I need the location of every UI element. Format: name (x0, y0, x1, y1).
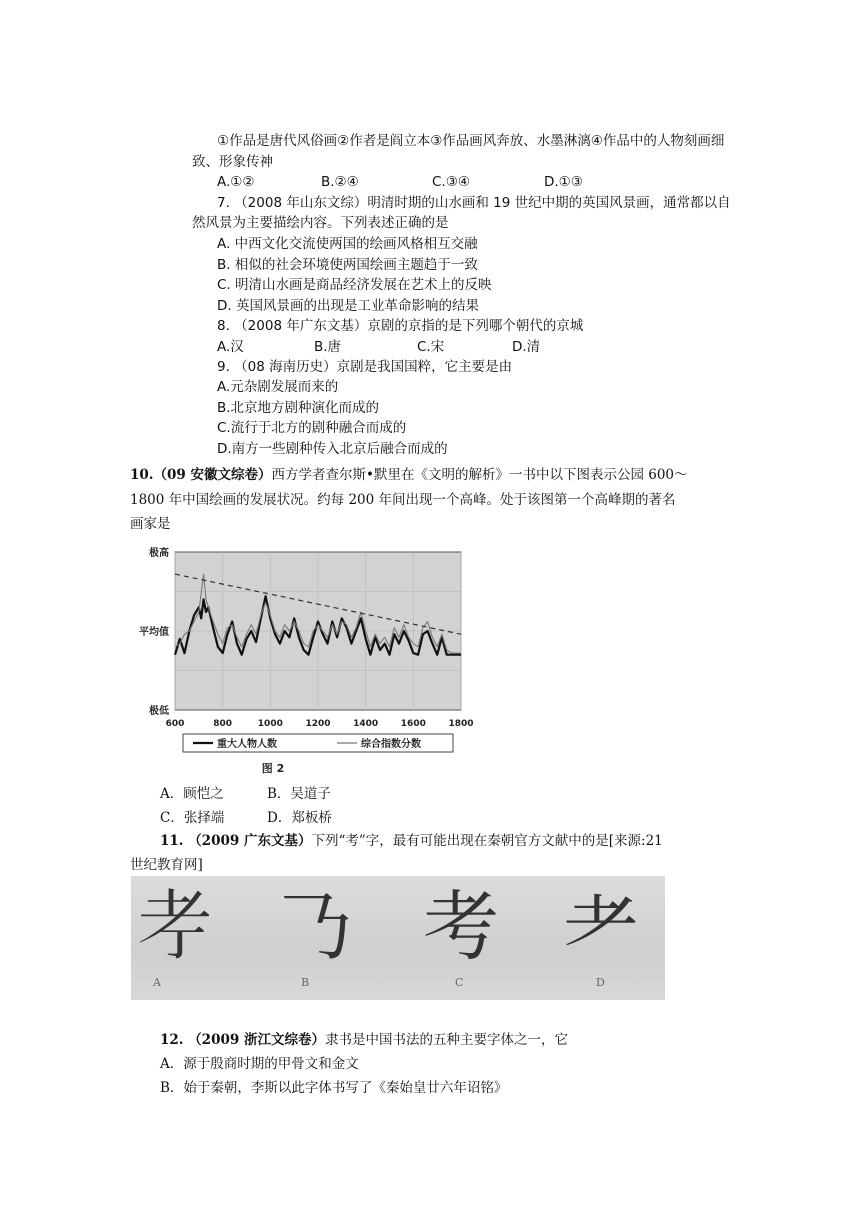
y-tick-label-2: 极低 (149, 706, 169, 717)
q7-option-c: C. 明清山水画是商品经济发展在艺术上的反映 (217, 277, 492, 293)
glyph-d: 耂 (563, 882, 639, 971)
q10-option-c: C．张择端 (160, 810, 225, 826)
x-tick-label-2: 1000 (257, 719, 283, 729)
q8-stem: 8. （2008 年广东文基）京剧的京指的是下列哪个朝代的京城 (217, 318, 584, 334)
q8-options (217, 337, 557, 357)
q8-option-b: B.唐 (314, 339, 342, 355)
q7-stem-line2: 然风景为主要描绘内容。下列表述正确的是 (192, 215, 449, 231)
glyph-a: 𦒱 (137, 882, 213, 971)
q12-stem-text: 隶书是中国书法的五种主要字体之一，它 (324, 1032, 568, 1048)
q10-option-d: D．郑板桥 (267, 810, 332, 826)
q9-stem: 9. （08 海南历史）京剧是我国国粹，它主要是由 (217, 359, 513, 375)
q11-stem-line2: 世纪教育网] (130, 857, 203, 873)
q10-options-row2 (160, 808, 420, 828)
q12-number: 12. （2009 浙江文综卷） (160, 1032, 325, 1048)
x-tick-label-4: 1400 (353, 719, 379, 729)
glyph-label-c: C (455, 976, 464, 989)
q-prev-line2: 致、形象传神 (192, 154, 273, 170)
q10-stem-text: 西方学者查尔斯•默里在《文明的解析》一书中以下图表示公园 600～ (271, 467, 688, 483)
legend-label-0: 重大人物人数 (217, 739, 277, 750)
glyph-label-b: B (301, 976, 310, 989)
q10-stem-line2: 1800 年中国绘画的发展状况。约每 200 年间出现一个高峰。处于该图第一个高峰期的著名 (130, 492, 676, 508)
q7-option-d: D. 英国风景画的出现是工业革命影响的结果 (217, 298, 479, 314)
option-b: B.②④ (321, 174, 359, 190)
q12-stem (160, 1030, 568, 1050)
glyph-label-d: D (596, 976, 605, 989)
q9-option-b: B.北京地方剧种演化而成的 (217, 400, 380, 416)
x-tick-label-5: 1600 (400, 719, 426, 729)
x-tick-label-6: 1800 (448, 719, 474, 729)
chart-svg (127, 538, 477, 778)
q11-number: 11. （2009 广东文基） (160, 833, 312, 849)
q10-option-a: A．顾恺之 (160, 786, 224, 802)
x-tick-label-3: 1200 (305, 719, 331, 729)
q10-option-b: B．吴道子 (267, 786, 331, 802)
q-prev-line1: ①作品是唐代风俗画②作者是阎立本③作品画风奔放、水墨淋漓④作品中的人物刻画细 (217, 133, 725, 149)
y-tick-label-0: 极高 (149, 548, 169, 559)
q7-option-b: B. 相似的社会环境使两国绘画主题趋于一致 (217, 257, 478, 273)
option-a: A.①② (217, 174, 255, 190)
q12-option-a: A．源于殷商时期的甲骨文和金文 (160, 1056, 359, 1072)
q10-number: 10.（09 安徽文综卷） (130, 467, 272, 483)
q9-option-d: D.南方一些剧种传入北京后融合而成的 (217, 441, 448, 457)
glyph-label-a: A (153, 976, 161, 989)
option-c: C.③④ (432, 174, 470, 190)
glyph-b: 𠄎 (277, 882, 353, 971)
painting-trend-chart (127, 538, 477, 778)
legend-label-1: 综合指数分数 (361, 739, 421, 750)
q9-option-c: C.流行于北方的剧种融合而成的 (217, 420, 407, 436)
q10-options-row1 (160, 784, 420, 804)
x-tick-label-1: 800 (213, 719, 233, 729)
q12-option-b: B．始于秦朝，李斯以此字体书写了《秦始皇廿六年诏铭》 (160, 1080, 508, 1096)
y-tick-label-1: 平均值 (139, 627, 169, 638)
q7-option-a: A. 中西文化交流使两国的绘画风格相互交融 (217, 236, 478, 252)
q-prev-options (217, 172, 637, 192)
q11-stem-text: 下列“考”字，最有可能出现在秦朝官方文献中的是[来源:21 (311, 833, 663, 849)
q8-option-c: C.宋 (417, 339, 445, 355)
q8-option-d: D.清 (512, 339, 541, 355)
q9-option-a: A.元杂剧发展而来的 (217, 379, 339, 395)
q10-stem-line3: 画家是 (130, 516, 171, 532)
x-tick-label-0: 600 (165, 719, 185, 729)
q10-stem-line1 (130, 465, 688, 485)
q7-stem-line1: 7. （2008 年山东文综）明清时期的山水画和 19 世纪中期的英国风景画，通常都以自 (217, 195, 731, 211)
chart-caption: 图 2 (261, 762, 285, 775)
option-d: D.①③ (544, 174, 583, 190)
q11-stem-line1 (160, 831, 663, 851)
kao-character-image (131, 876, 665, 1000)
q8-option-a: A.汉 (217, 339, 244, 355)
glyph-c: 考 (423, 882, 499, 971)
